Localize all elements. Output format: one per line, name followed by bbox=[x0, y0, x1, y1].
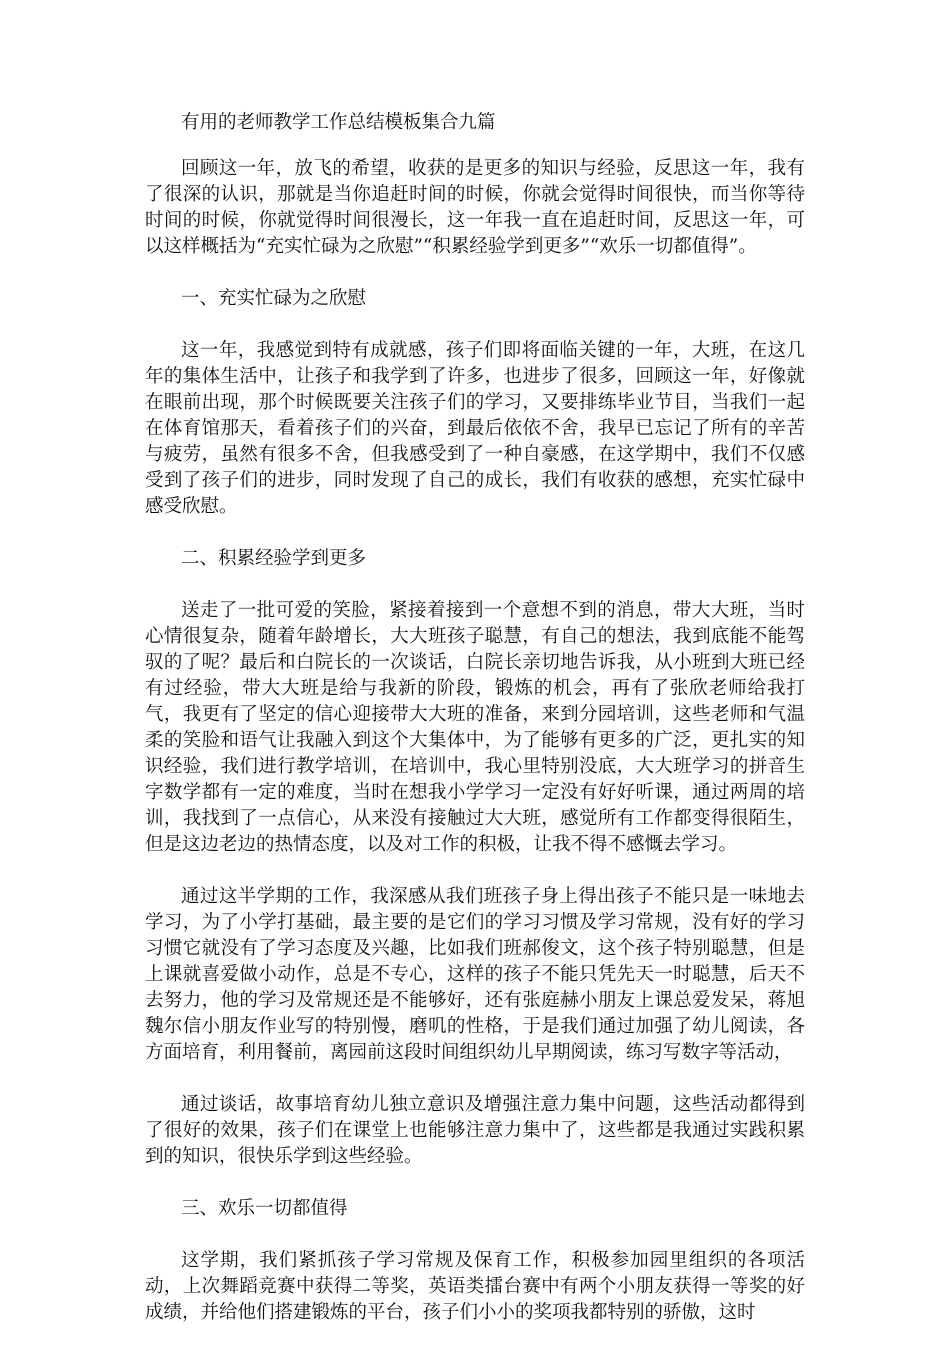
section3-paragraph-1: 这学期，我们紧抓孩子学习常规及保育工作，积极参加园里组织的各项活动，上次舞蹈竞赛中获得二等奖，英语类擂台赛中有两个小朋友获得一等奖的好成绩，并给他们搭建锻炼的平台，孩子们小小的奖项我都特别的骄傲，这时 bbox=[145, 1250, 805, 1323]
section2-paragraph-3: 通过谈话，故事培育幼儿独立意识及增强注意力集中问题，这些活动都得到了很好的效果，孩子们在课堂上也能够注意力集中了，这些都是我通过实践积累到的知识，很快乐学到这些经验。 bbox=[145, 1094, 805, 1167]
section-heading-2: 二、积累经验学到更多 bbox=[181, 548, 367, 569]
intro-paragraph: 回顾这一年，放飞的希望，收获的是更多的知识与经验，反思这一年，我有了很深的认识，那就是当你追赶时间的时候，你就会觉得时间很快，而当你等待时间的时候，你就觉得时间很漫长，这一年我一直在追赶时间，反思这一年，可以这样概括为“充实忙碌为之欣慰”“积累经验学到更多”“欢乐一切都值得”。 bbox=[145, 158, 805, 257]
section-heading-3: 三、欢乐一切都值得 bbox=[181, 1198, 348, 1219]
section-heading-1: 一、充实忙碌为之欣慰 bbox=[181, 288, 367, 309]
document-body bbox=[145, 110, 805, 1352]
section2-paragraph-2: 通过这半学期的工作，我深感从我们班孩子身上得出孩子不能只是一味地去学习，为了小学打基础，最主要的是它们的学习习惯及学习常规，没有好的学习习惯它就没有了学习态度及兴趣，比如我们班郝俊文，这个孩子特别聪慧，但是上课就喜爱做小动作，总是不专心，这样的孩子不能只凭先天一时聪慧，后天不去努力，他的学习及常规还是不能够好，还有张庭赫小朋友上课总爱发呆，蒋旭魏尔信小朋友作业写的特别慢，磨叽的性格，于是我们通过加强了幼儿阅读，各方面培育，利用餐前，离园前这段时间组织幼儿早期阅读，练习写数字等活动， bbox=[145, 886, 805, 1063]
document-title: 有用的老师教学工作总结模板集合九篇 bbox=[181, 112, 496, 133]
section1-paragraph-1: 这一年，我感觉到特有成就感，孩子们即将面临关键的一年，大班，在这几年的集体生活中，让孩子和我学到了许多，也进步了很多，回顾这一年，好像就在眼前出现，那个时候既要关注孩子们的学习，又要排练毕业节目，当我们一起在体育馆那天，看着孩子们的兴奋，到最后依依不舍，我早已忘记了所有的辛苦与疲劳，虽然有很多不舍，但我感受到了一种自豪感，在这学期中，我们不仅感受到了孩子们的进步，同时发现了自己的成长，我们有收获的感想，充实忙碌中感受欣慰。 bbox=[145, 340, 805, 517]
section2-paragraph-1: 送走了一批可爱的笑脸，紧接着接到一个意想不到的消息，带大大班，当时心情很复杂，随着年龄增长，大大班孩子聪慧，有自己的想法，我到底能不能驾驭的了呢？最后和白院长的一次谈话，白院长亲切地告诉我，从小班到大班已经有过经验，带大大班是给与我新的阶段，锻炼的机会，再有了张欣老师给我打气，我更有了坚定的信心迎接带大大班的准备，来到分园培训，这些老师和气温柔的笑脸和语气让我融入到这个大集体中，为了能够有更多的广泛，更扎实的知识经验，我们进行教学培训，在培训中，我心里特别没底，大大班学习的拼音生字数学都有一定的难度，当时在想我小学学习一定没有好好听课，通过两周的培训，我找到了一点信心，从来没有接触过大大班，感觉所有工作都变得很陌生，但是这边老边的热情态度，以及对工作的积极，让我不得不感慨去学习。 bbox=[145, 600, 805, 855]
